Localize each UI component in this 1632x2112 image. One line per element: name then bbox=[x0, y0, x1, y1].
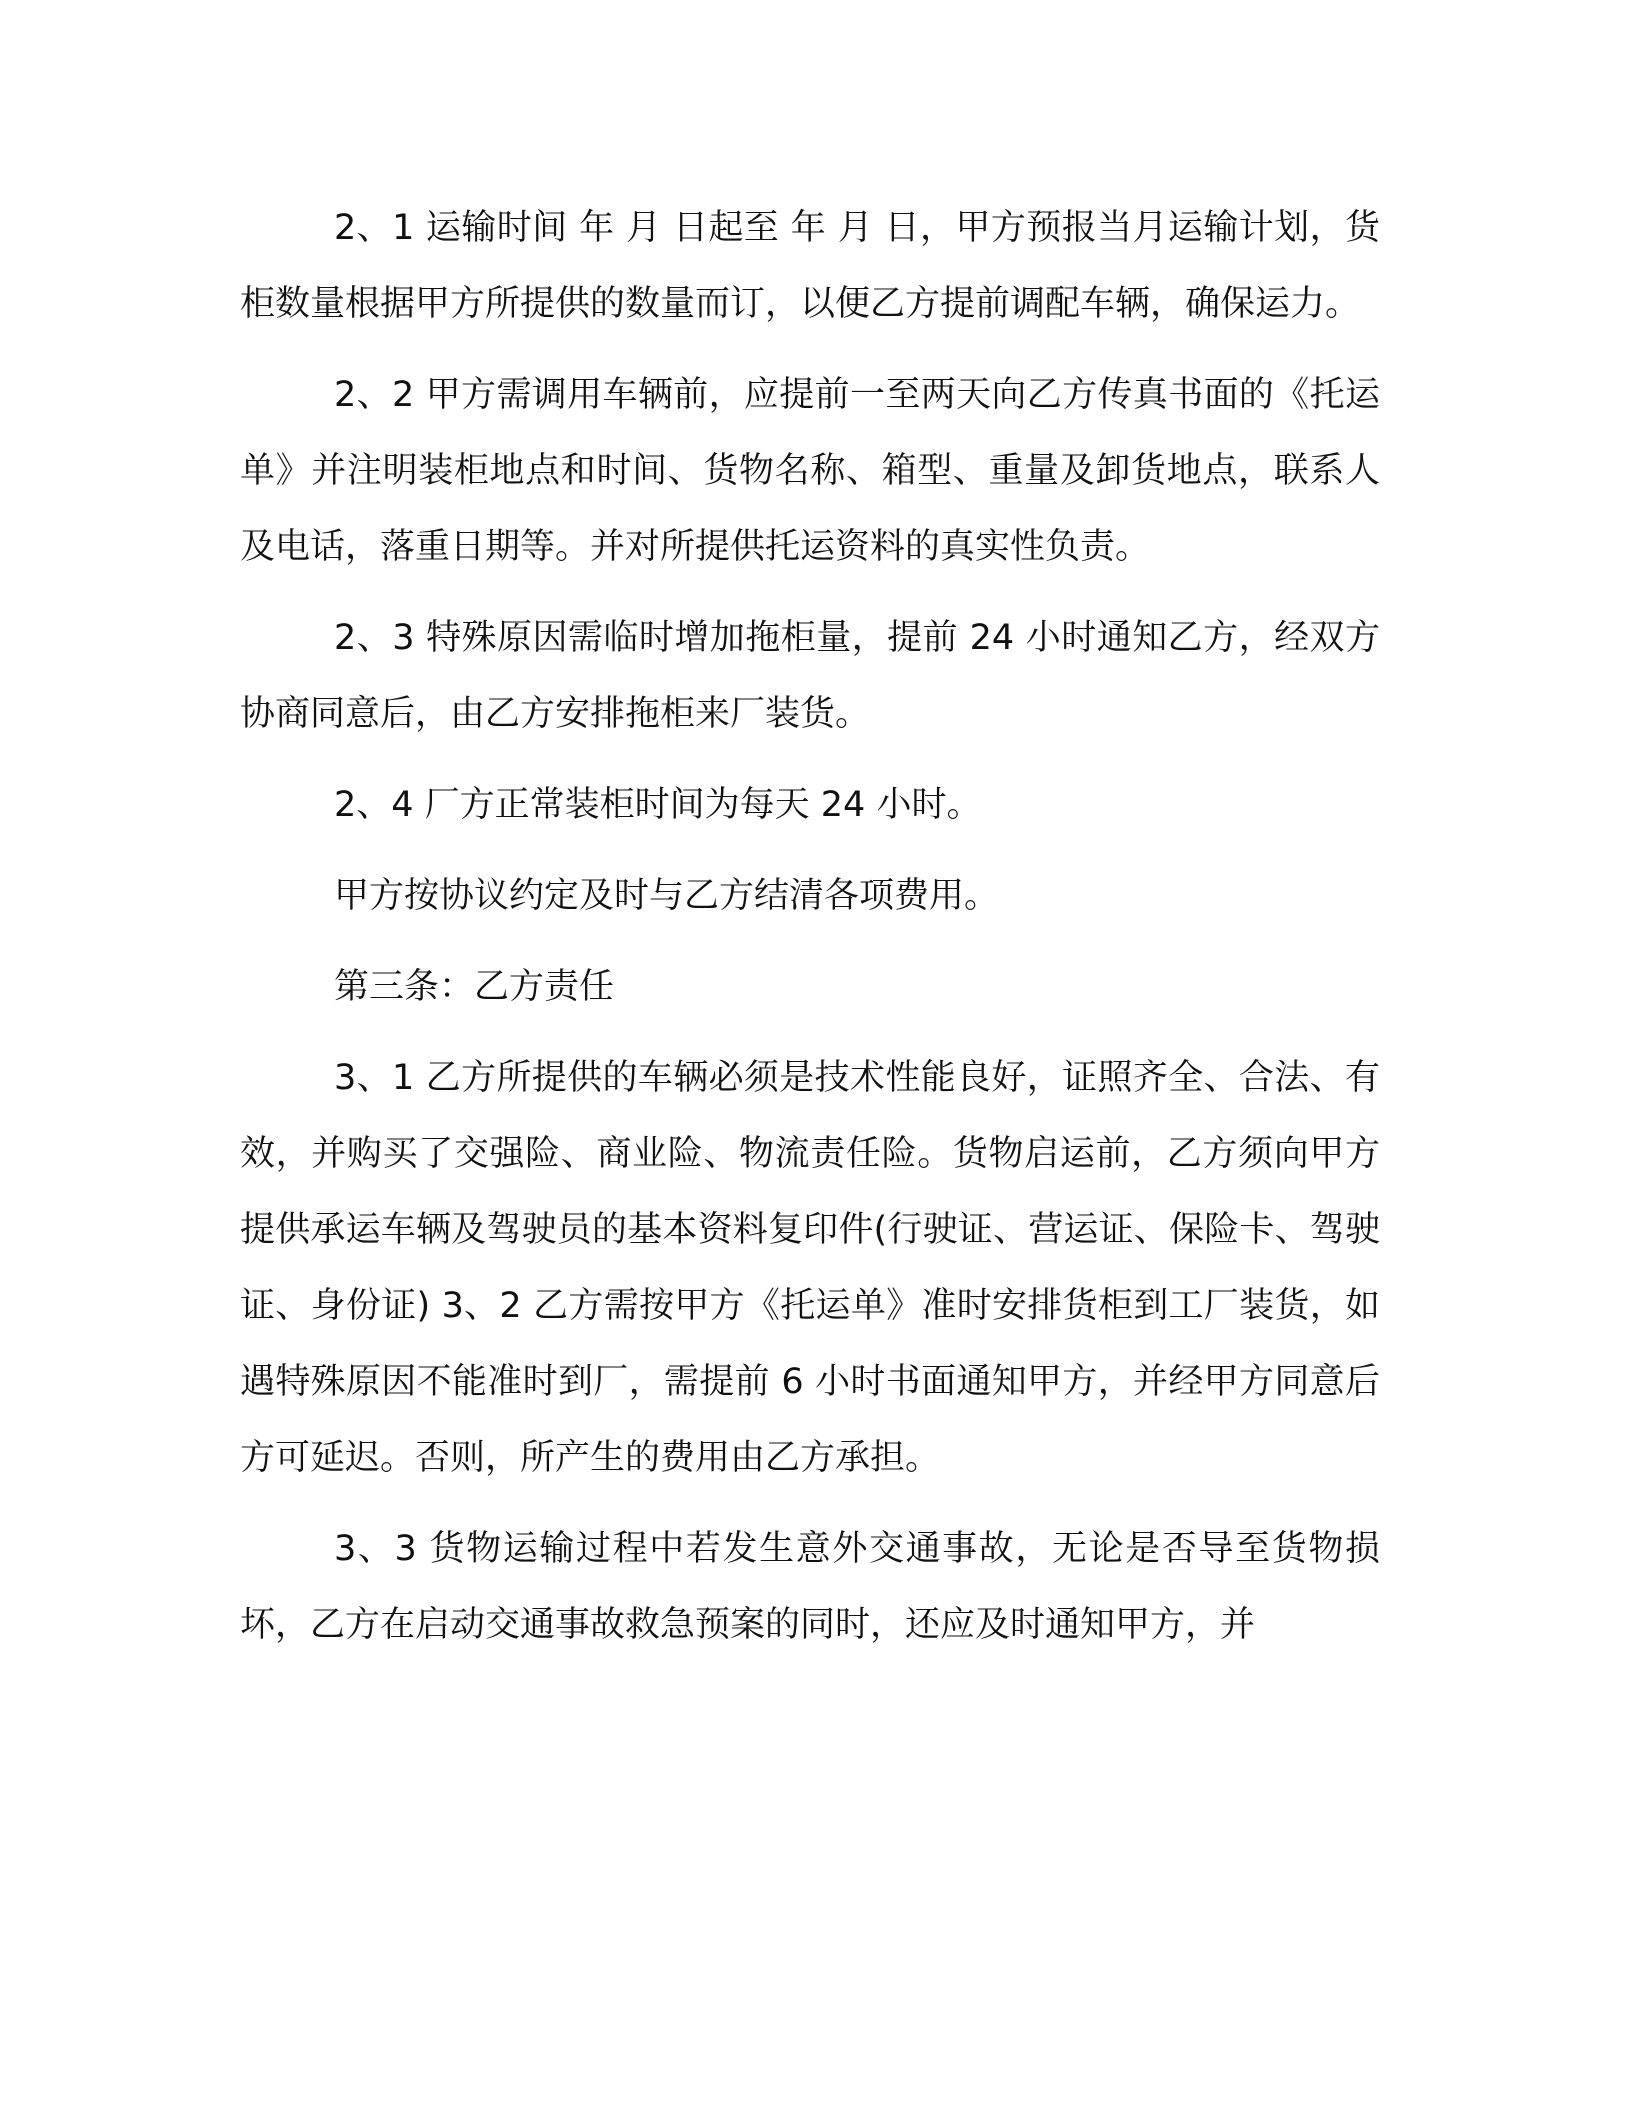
paragraph-3-1: 3、1 乙方所提供的车辆必须是技术性能良好，证照齐全、合法、有效，并购买了交强险、商业险、物流责任险。货物启运前，乙方须向甲方提供承运车辆及驾驶员的基本资料复印件(行驶证、营运证、保险卡、驾驶证、身份证) 3、2 乙方需按甲方《托运单》准时安排货柜到工厂装货，如遇特殊原因不能准时到厂，需提前 6 小时书面通知甲方，并经甲方同意后方可延迟。否则，所产生的费用由乙方承担。 bbox=[240, 1058, 1380, 1478]
paragraph-2-1: 2、1 运输时间 年 月 日起至 年 月 日，甲方预报当月运输计划，货柜数量根据甲方所提供的数量而订，以便乙方提前调配车辆，确保运力。 bbox=[240, 208, 1380, 324]
paragraph-2-3: 2、3 特殊原因需临时增加拖柜量，提前 24 小时通知乙方，经双方协商同意后，由乙方安排拖柜来厂装货。 bbox=[240, 618, 1380, 734]
paragraph-2-2: 2、2 甲方需调用车辆前，应提前一至两天向乙方传真书面的《托运单》并注明装柜地点和时间、货物名称、箱型、重量及卸货地点，联系人及电话，落重日期等。并对所提供托运资料的真实性负责。 bbox=[240, 375, 1380, 567]
paragraph-2-4: 2、4 厂方正常装柜时间为每天 24 小时。 bbox=[334, 785, 982, 825]
paragraph-payment: 甲方按协议约定及时与乙方结清各项费用。 bbox=[334, 876, 1000, 916]
section-heading-party-b: 第三条：乙方责任 bbox=[334, 967, 615, 1007]
document-page bbox=[240, 190, 1380, 1678]
paragraph-3-3: 3、3 货物运输过程中若发生意外交通事故，无论是否导至货物损坏，乙方在启动交通事故救急预案的同时，还应及时通知甲方，并 bbox=[240, 1529, 1380, 1645]
